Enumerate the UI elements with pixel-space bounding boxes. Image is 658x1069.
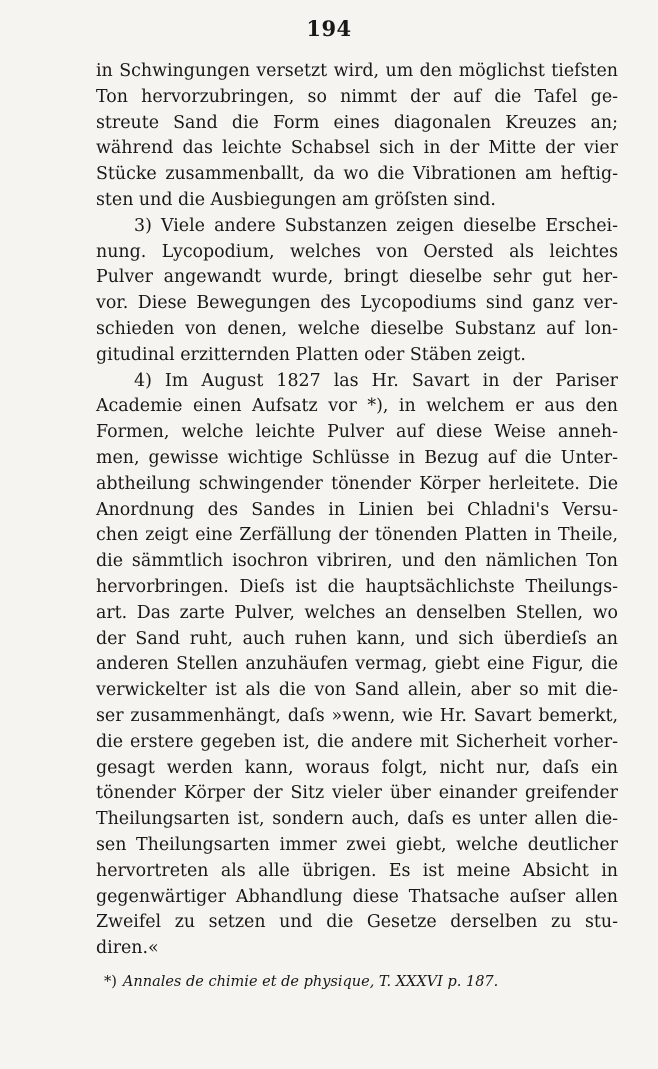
text-line: vor. Diese Bewegungen des Lycopodiums sind ganz ver- <box>96 293 618 314</box>
text-line: 3) Viele andere Substanzen zeigen dieselbe Erschei- <box>134 215 618 236</box>
text-line: schieden von denen, welche dieselbe Substanz auf lon- <box>96 318 618 339</box>
text-line: ser zusammenhängt, daſs »wenn, wie Hr. Savart bemerkt, <box>96 705 618 726</box>
text-line: Academie einen Aufsatz vor *), in welchem er aus den <box>96 396 618 417</box>
text-line: Theilungsarten ist, sondern auch, daſs es unter allen die- <box>96 809 618 830</box>
text-line: gesagt werden kann, woraus folgt, nicht nur, daſs ein <box>96 757 618 778</box>
footnote-mark: *) <box>104 974 117 990</box>
text-line: anderen Stellen anzuhäufen vermag, giebt eine Figur, die <box>96 654 618 675</box>
text-line: in Schwingungen versetzt wird, um den möglichst tiefsten <box>96 61 618 81</box>
text-line: 4) Im August 1827 las Hr. Savart in der Pariser <box>134 370 618 391</box>
text-line: Zweifel zu setzen und die Gesetze derselben zu stu- <box>96 912 618 933</box>
body-text <box>96 59 618 962</box>
text-line: art. Das zarte Pulver, welches an denselben Stellen, wo <box>96 602 618 623</box>
text-line: verwickelter ist als die von Sand allein, aber so mit die- <box>96 680 618 701</box>
text-line: sten und die Ausbiegungen am gröſsten sind. <box>96 189 496 210</box>
text-line: men, gewisse wichtige Schlüsse in Bezug auf die Unter- <box>96 447 618 468</box>
text-line: der Sand ruht, auch ruhen kann, und sich überdieſs an <box>96 628 618 649</box>
page-number: 194 <box>306 16 352 41</box>
text-line: die sämmtlich isochron vibriren, und den nämlichen Ton <box>96 551 618 572</box>
text-line: chen zeigt eine Zerfällung der tönenden Platten in Theile, <box>96 525 618 546</box>
text-line: streute Sand die Form eines diagonalen Kreuzes an; <box>96 112 618 133</box>
text-line: gegenwärtiger Abhandlung diese Thatsache auſser allen <box>96 886 618 907</box>
text-line: nung. Lycopodium, welches von Oersted als leichtes <box>96 241 618 262</box>
text-line: abtheilung schwingender tönender Körper herleitete. Die <box>96 473 618 494</box>
text-line: hervorbringen. Dieſs ist die hauptsächlichste Theilungs- <box>96 576 618 597</box>
text-line: Formen, welche leichte Pulver auf diese Weise anneh- <box>96 422 618 443</box>
text-line: Anordnung des Sandes in Linien bei Chladni's Versu- <box>96 499 618 520</box>
text-line: diren.« <box>96 938 159 959</box>
footnote-text: Annales de chimie et de physique, T. XXXVI p. 187. <box>122 974 499 990</box>
text-line: die erstere gegeben ist, die andere mit Sicherheit vorher- <box>96 731 618 752</box>
text-line: sen Theilungsarten immer zwei giebt, welche deutlicher <box>96 834 618 855</box>
text-line: Ton hervorzubringen, so nimmt der auf die Tafel ge- <box>96 86 618 107</box>
footnote <box>104 970 604 994</box>
text-line: Pulver angewandt wurde, bringt dieselbe sehr gut her- <box>96 267 618 288</box>
text-line: Stücke zusammenballt, da wo die Vibrationen am heftig- <box>96 164 618 185</box>
text-line: hervortreten als alle übrigen. Es ist meine Absicht in <box>96 860 618 881</box>
text-line: tönender Körper der Sitz vieler über einander greifender <box>96 783 618 804</box>
text-line: während das leichte Schabsel sich in der Mitte der vier <box>96 138 618 159</box>
text-line: gitudinal erzitternden Platten oder Stäben zeigt. <box>96 344 526 365</box>
